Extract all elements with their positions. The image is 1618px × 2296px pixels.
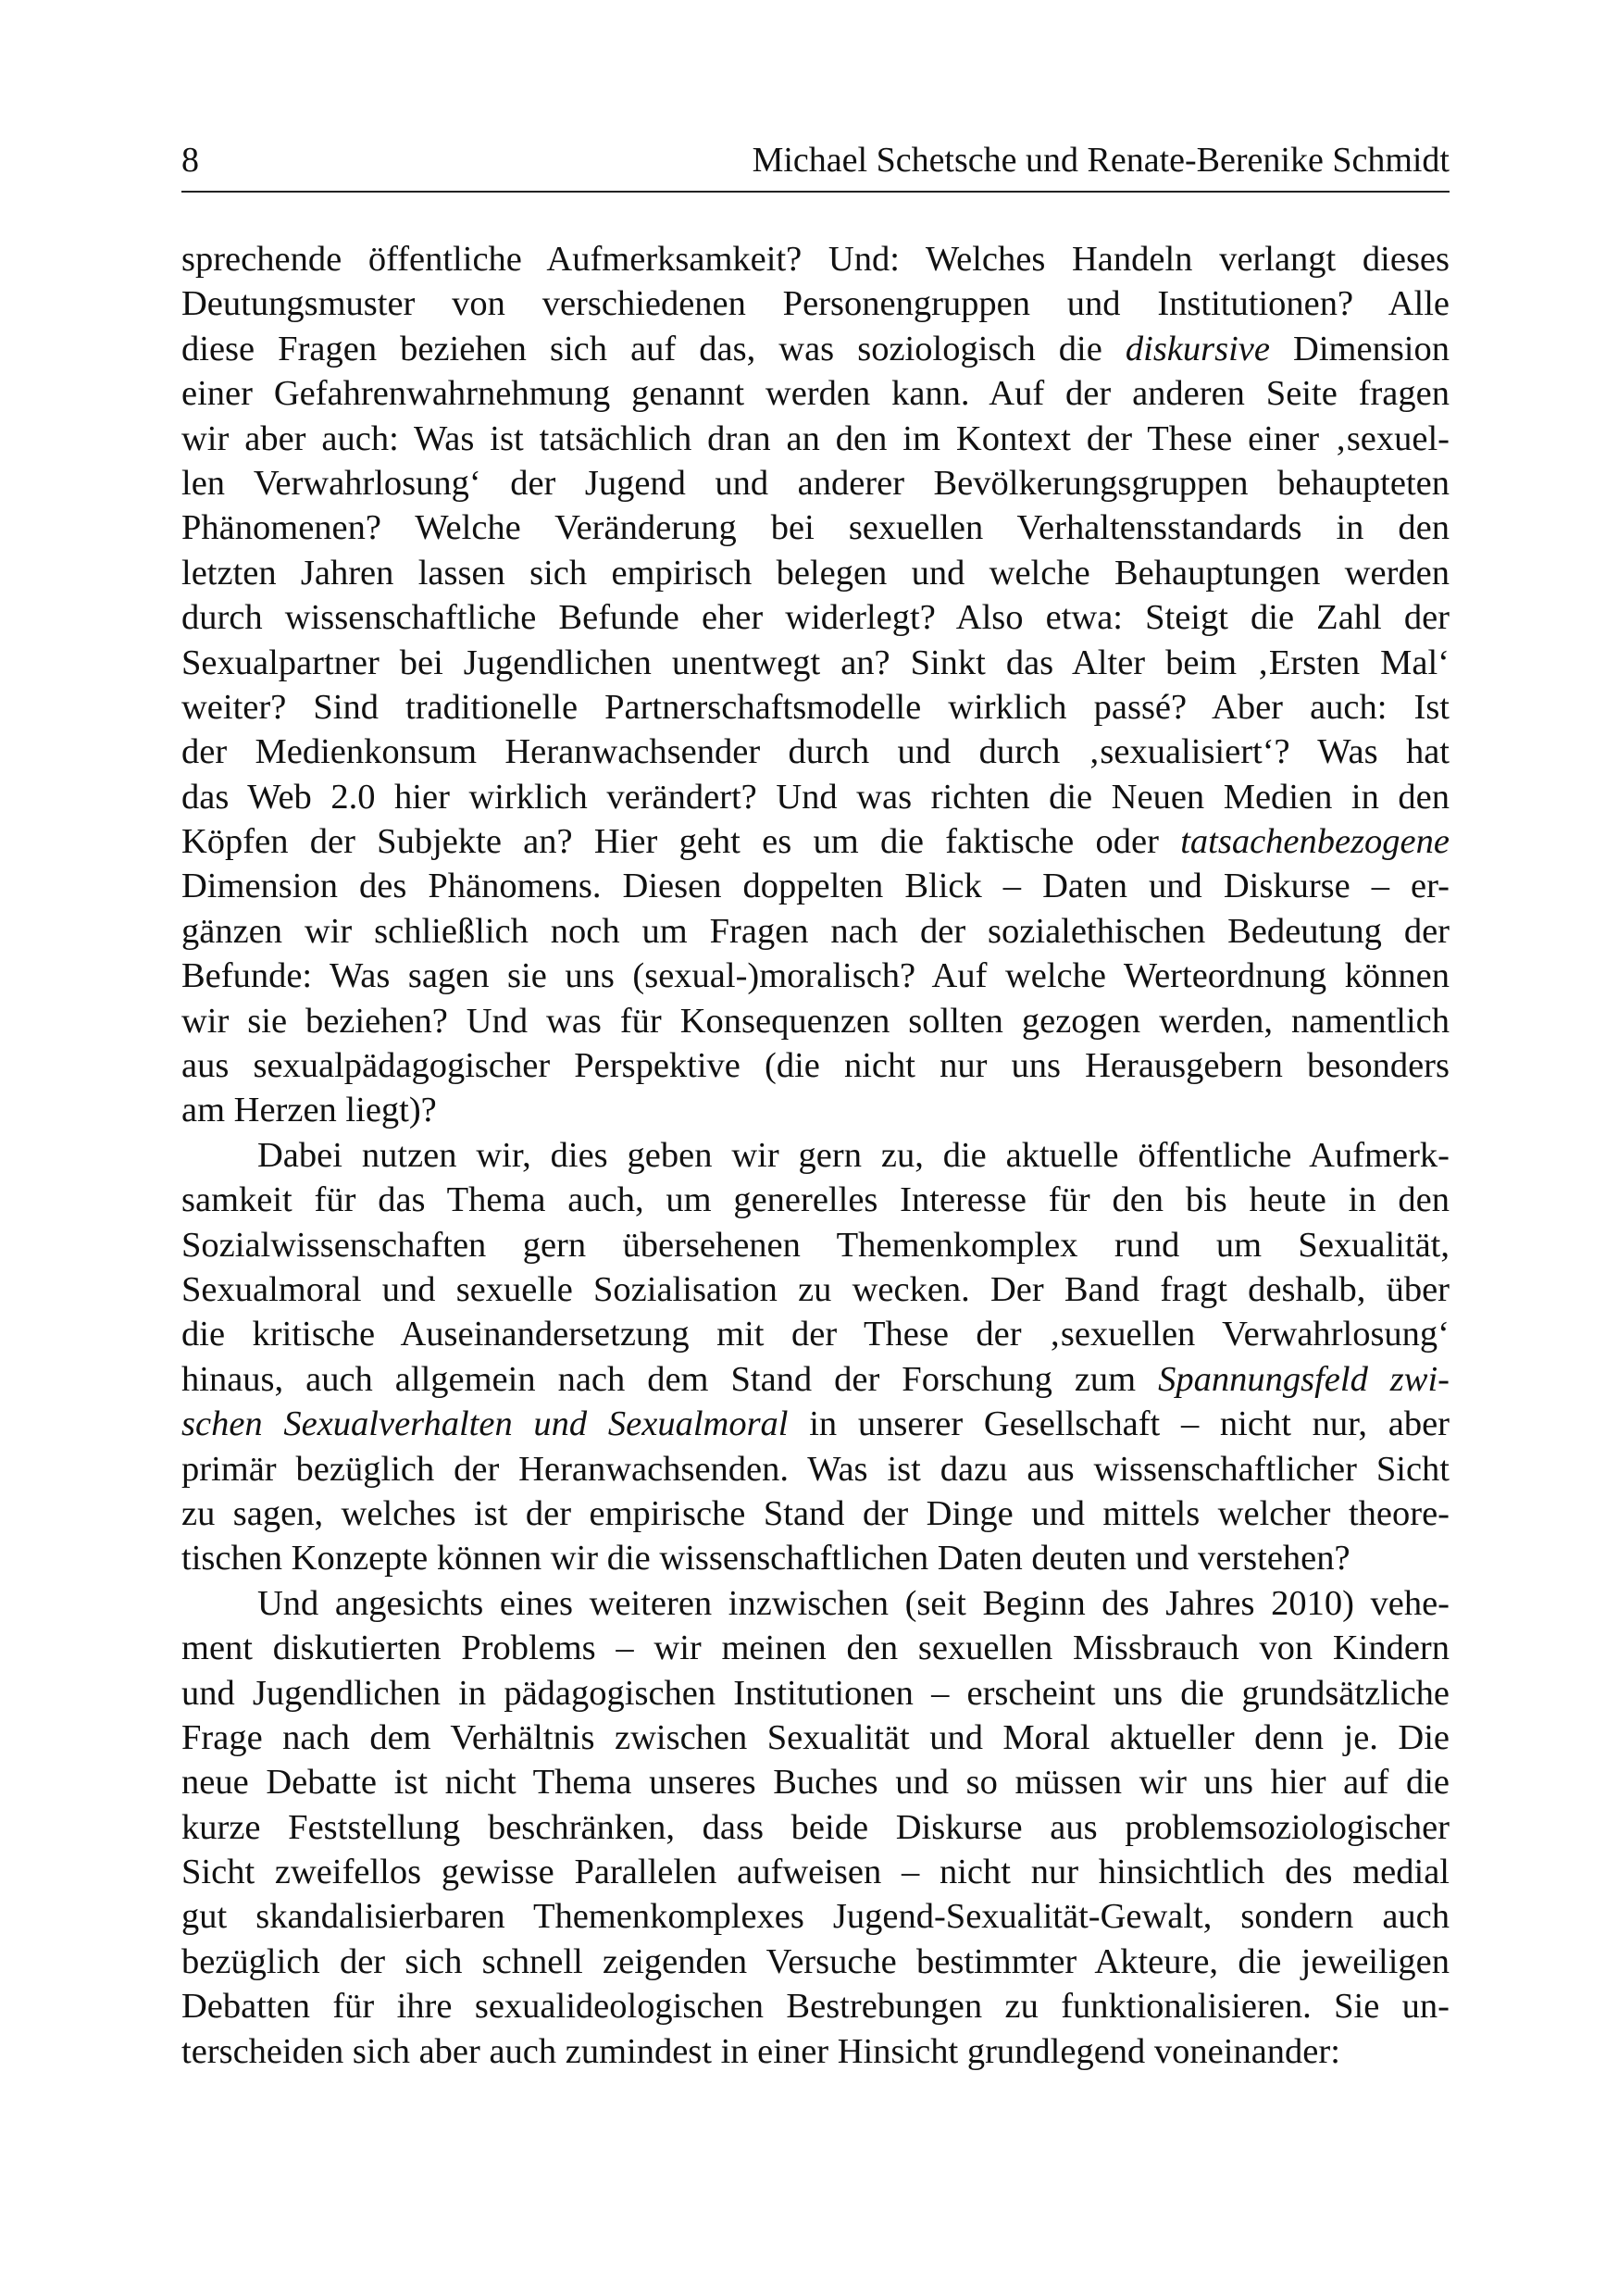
text-line: [181, 1402, 1450, 1446]
text-segment: Frage nach dem Verhältnis zwischen Sexualität und Moral aktueller denn je. Die: [181, 1717, 1450, 1757]
text-line: [181, 551, 1450, 595]
body-text: [181, 237, 1450, 2074]
text-segment: in unserer Gesellschaft – nicht nur, aber: [788, 1404, 1450, 1444]
text-line: [181, 1312, 1450, 1356]
text-segment: wir sie beziehen? Und was für Konsequenzen sollten gezogen werden, namentlich: [181, 1001, 1450, 1041]
text-segment: gänzen wir schließlich noch um Fragen nach der sozialethischen Bedeutung der: [181, 911, 1450, 951]
running-title: Michael Schetsche und Renate-Berenike Schmidt: [752, 141, 1450, 180]
text-line: [181, 327, 1450, 371]
text-line: [181, 641, 1450, 685]
text-segment: ment diskutierten Problems – wir meinen den sexuellen Missbrauch von Kindern: [181, 1628, 1450, 1668]
text-segment: zu sagen, welches ist der empirische Stand der Dinge und mittels welcher theore-: [181, 1493, 1450, 1533]
text-line: [181, 685, 1450, 730]
text-segment: diese Fragen beziehen sich auf das, was soziologisch die: [181, 329, 1126, 368]
text-line: [181, 1940, 1450, 1984]
text-segment: Dimension des Phänomens. Diesen doppelten Blick – Daten und Diskurse – er-: [181, 867, 1450, 906]
text-line: [181, 237, 1450, 281]
text-line: [181, 1223, 1450, 1267]
text-segment: Deutungsmuster von verschiedenen Personengruppen und Institutionen? Alle: [181, 284, 1450, 324]
text-segment: Sozialwissenschaften gern übersehenen Themenkomplex rund um Sexualität,: [181, 1225, 1450, 1265]
text-segment: Befunde: Was sagen sie uns (sexual-)moralisch? Auf welche Werteordnung können: [181, 956, 1450, 996]
text-line: [181, 1671, 1450, 1716]
text-segment: die kritische Auseinandersetzung mit der These der ‚sexuellen Verwahrlosung‘: [181, 1315, 1450, 1354]
text-segment: Phänomenen? Welche Veränderung bei sexuellen Verhaltensstandards in den: [181, 508, 1450, 548]
paragraph: [181, 237, 1450, 1133]
text-line: [181, 1894, 1450, 1939]
text-line: [181, 954, 1450, 998]
text-segment: weiter? Sind traditionelle Partnerschaftsmodelle wirklich passé? Aber auch: Ist: [181, 687, 1450, 727]
text-line: [181, 1716, 1450, 1760]
text-line: [181, 1626, 1450, 1670]
text-line: [181, 1088, 1450, 1132]
text-segment: und Jugendlichen in pädagogischen Institutionen – erscheint uns die grundsätzliche: [181, 1673, 1450, 1713]
text-line: [181, 1267, 1450, 1312]
text-segment: durch wissenschaftliche Befunde eher widerlegt? Also etwa: Steigt die Zahl der: [181, 598, 1450, 638]
paragraph: [181, 1133, 1450, 1581]
running-header: [181, 139, 1450, 193]
paragraph: [181, 1581, 1450, 2074]
text-segment: bezüglich der sich schnell zeigenden Versuche bestimmter Akteure, die jeweiligen: [181, 1941, 1450, 1981]
text-line: [181, 1178, 1450, 1222]
text-line: [181, 417, 1450, 461]
text-segment: der Medienkonsum Heranwachsender durch und durch ‚sexualisiert‘? Was hat: [181, 732, 1450, 772]
text-segment: Dabei nutzen wir, dies geben wir gern zu, die aktuelle öffentliche Aufmerk-: [257, 1135, 1450, 1175]
text-segment: primär bezüglich der Heranwachsenden. Was ist dazu aus wissenschaftlicher Sicht: [181, 1449, 1450, 1489]
text-segment: terscheiden sich aber auch zumindest in einer Hinsicht grundlegend voneinander:: [181, 2031, 1340, 2071]
text-line: [181, 1447, 1450, 1491]
text-segment: kurze Feststellung beschränken, dass beide Diskurse aus problemsoziologischer: [181, 1807, 1450, 1847]
text-line: [181, 999, 1450, 1043]
text-segment: samkeit für das Thema auch, um generelles Interesse für den bis heute in den: [181, 1180, 1450, 1220]
text-segment: Dimension: [1269, 329, 1450, 368]
text-segment: wir aber auch: Was ist tatsächlich dran an den im Kontext der These einer ‚sexuel-: [181, 418, 1450, 458]
text-line: [181, 371, 1450, 416]
text-segment: am Herzen liegt)?: [181, 1091, 437, 1130]
text-line: [181, 864, 1450, 908]
text-line: [181, 1984, 1450, 2028]
text-line: [181, 1536, 1450, 1580]
text-line: [181, 595, 1450, 640]
text-line: [181, 1805, 1450, 1850]
text-line: [181, 909, 1450, 954]
text-segment: Debatten für ihre sexualideologischen Bestrebungen zu funktionalisieren. Sie un-: [181, 1987, 1450, 2027]
page-number: 8: [181, 141, 199, 180]
text-line: [181, 730, 1450, 774]
italic-text: Spannungsfeld zwi-: [1158, 1359, 1450, 1399]
text-segment: Köpfen der Subjekte an? Hier geht es um die faktische oder: [181, 822, 1181, 862]
text-segment: len Verwahrlosung‘ der Jugend und anderer Bevölkerungsgruppen behaupteten: [181, 463, 1450, 503]
text-segment: hinaus, auch allgemein nach dem Stand der Forschung zum: [181, 1359, 1159, 1399]
text-line: [181, 1581, 1450, 1626]
text-segment: aus sexualpädagogischer Perspektive (die nicht nur uns Herausgebern besonders: [181, 1046, 1450, 1086]
text-segment: tischen Konzepte können wir die wissenschaftlichen Daten deuten und verstehen?: [181, 1539, 1350, 1578]
text-line: [181, 819, 1450, 864]
text-line: [181, 1043, 1450, 1088]
text-segment: gut skandalisierbaren Themenkomplexes Jugend-Sexualität-Gewalt, sondern auch: [181, 1897, 1450, 1937]
text-line: [181, 2029, 1450, 2074]
text-line: [181, 1760, 1450, 1804]
text-segment: sprechende öffentliche Aufmerksamkeit? Und: Welches Handeln verlangt dieses: [181, 240, 1450, 279]
text-line: [181, 461, 1450, 505]
text-line: [181, 281, 1450, 326]
text-segment: Und angesichts eines weiteren inzwischen (seit Beginn des Jahres 2010) vehe-: [257, 1583, 1450, 1623]
text-segment: Sexualpartner bei Jugendlichen unentwegt an? Sinkt das Alter beim ‚Ersten Mal‘: [181, 643, 1450, 682]
text-line: [181, 505, 1450, 550]
italic-text: tatsachenbezogene: [1180, 822, 1450, 862]
italic-text: diskursive: [1125, 329, 1270, 368]
text-line: [181, 775, 1450, 819]
text-line: [181, 1850, 1450, 1894]
text-segment: das Web 2.0 hier wirklich verändert? Und was richten die Neuen Medien in den: [181, 777, 1450, 817]
text-line: [181, 1133, 1450, 1178]
italic-text: schen Sexualverhalten und Sexualmoral: [181, 1404, 789, 1444]
text-segment: Sicht zweifellos gewisse Parallelen aufweisen – nicht nur hinsichtlich des medial: [181, 1853, 1450, 1892]
text-segment: letzten Jahren lassen sich empirisch belegen und welche Behauptungen werden: [181, 553, 1450, 593]
text-segment: einer Gefahrenwahrnehmung genannt werden kann. Auf der anderen Seite fragen: [181, 374, 1450, 414]
text-segment: Sexualmoral und sexuelle Sozialisation zu wecken. Der Band fragt deshalb, über: [181, 1269, 1450, 1309]
text-segment: neue Debatte ist nicht Thema unseres Buches und so müssen wir uns hier auf die: [181, 1763, 1450, 1803]
text-line: [181, 1357, 1450, 1402]
text-line: [181, 1491, 1450, 1536]
